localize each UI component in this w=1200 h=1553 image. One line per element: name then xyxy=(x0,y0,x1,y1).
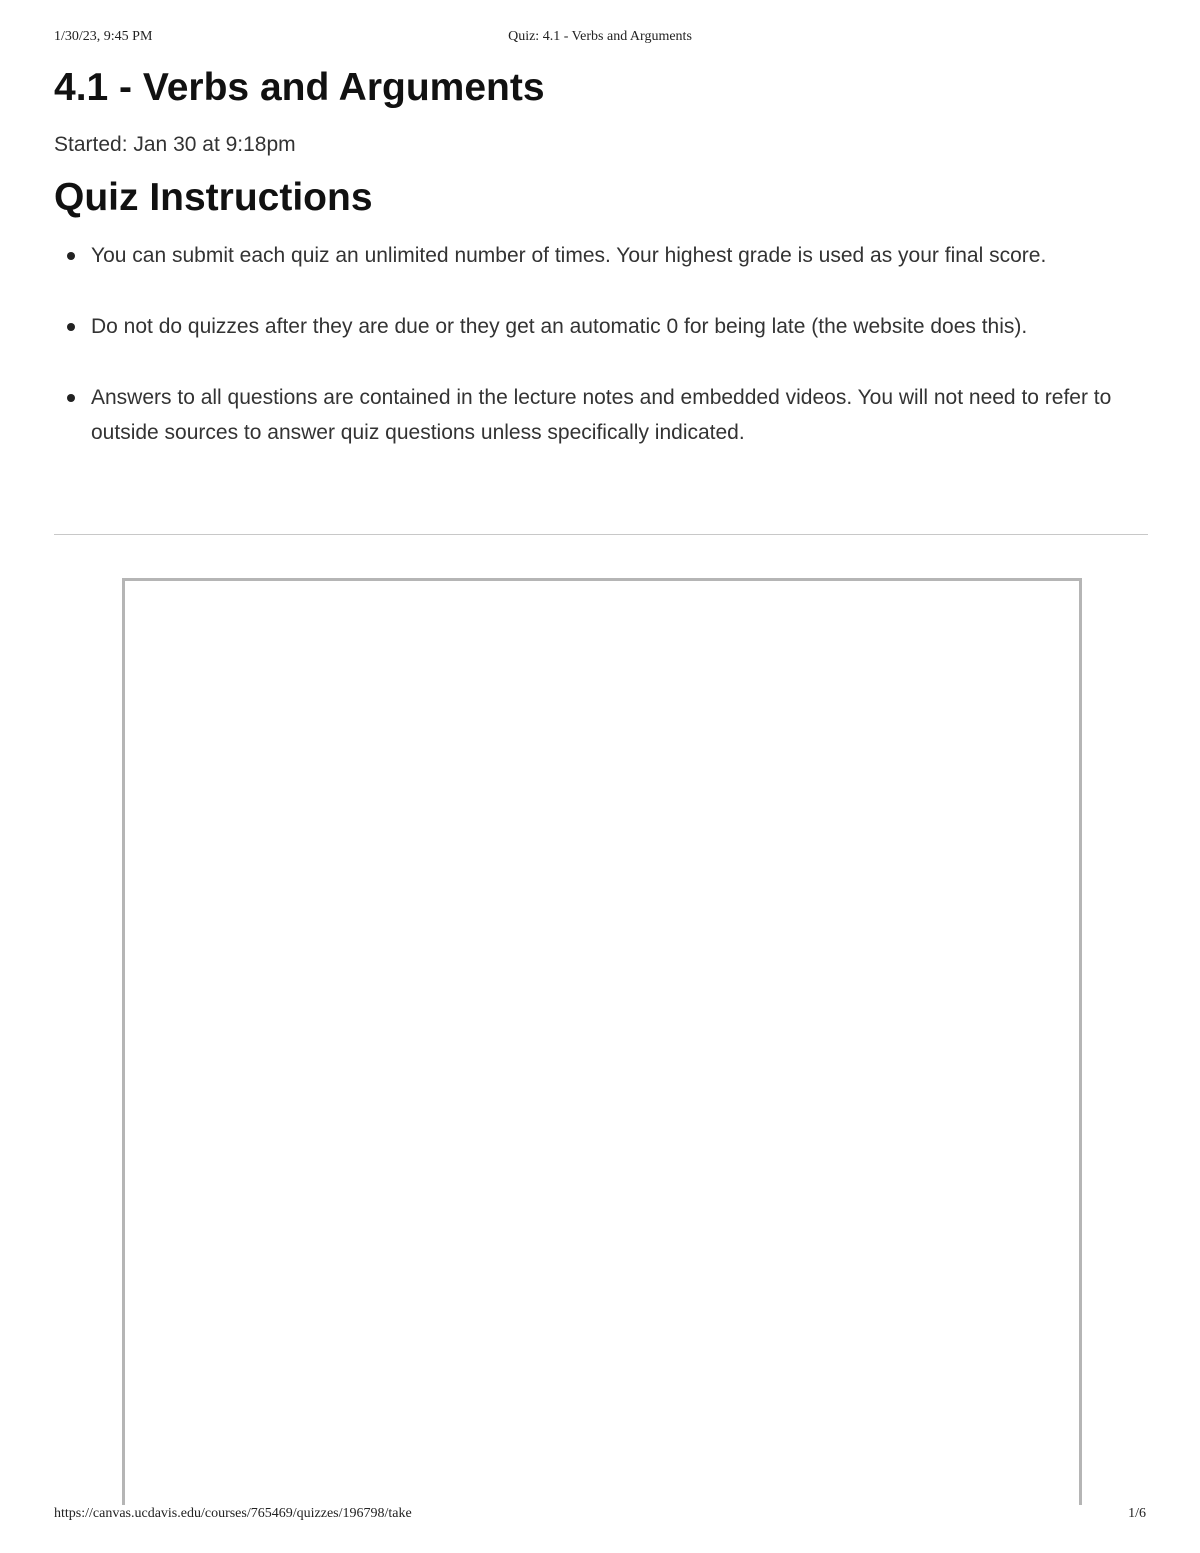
quiz-content xyxy=(54,62,1148,450)
instruction-item xyxy=(91,380,1148,450)
print-header xyxy=(54,29,1146,49)
print-page-number: 1/6 xyxy=(1128,1506,1146,1521)
print-page-title: Quiz: 4.1 - Verbs and Arguments xyxy=(508,29,692,44)
bullet-icon xyxy=(67,394,75,402)
instruction-item xyxy=(91,309,1148,344)
print-footer xyxy=(54,1506,1146,1526)
instructions-list xyxy=(54,238,1148,450)
instruction-item xyxy=(91,238,1148,273)
instruction-text: You can submit each quiz an unlimited number of times. Your highest grade is used as your final score. xyxy=(91,244,1047,267)
instructions-heading: Quiz Instructions xyxy=(54,176,373,219)
instruction-text: Answers to all questions are contained in the lecture notes and embedded videos. You will not need to refer to outside sources to answer quiz questions unless specifically indicated. xyxy=(91,386,1112,444)
question-frame xyxy=(122,578,1082,1505)
print-url: https://canvas.ucdavis.edu/courses/765469/quizzes/196798/take xyxy=(54,1506,412,1521)
section-divider xyxy=(54,534,1148,535)
bullet-icon xyxy=(67,323,75,331)
started-timestamp: Started: Jan 30 at 9:18pm xyxy=(54,133,296,156)
instruction-text: Do not do quizzes after they are due or they get an automatic 0 for being late (the website does this). xyxy=(91,315,1028,338)
page-title: 4.1 - Verbs and Arguments xyxy=(54,66,545,109)
print-date: 1/30/23, 9:45 PM xyxy=(54,29,153,44)
bullet-icon xyxy=(67,252,75,260)
